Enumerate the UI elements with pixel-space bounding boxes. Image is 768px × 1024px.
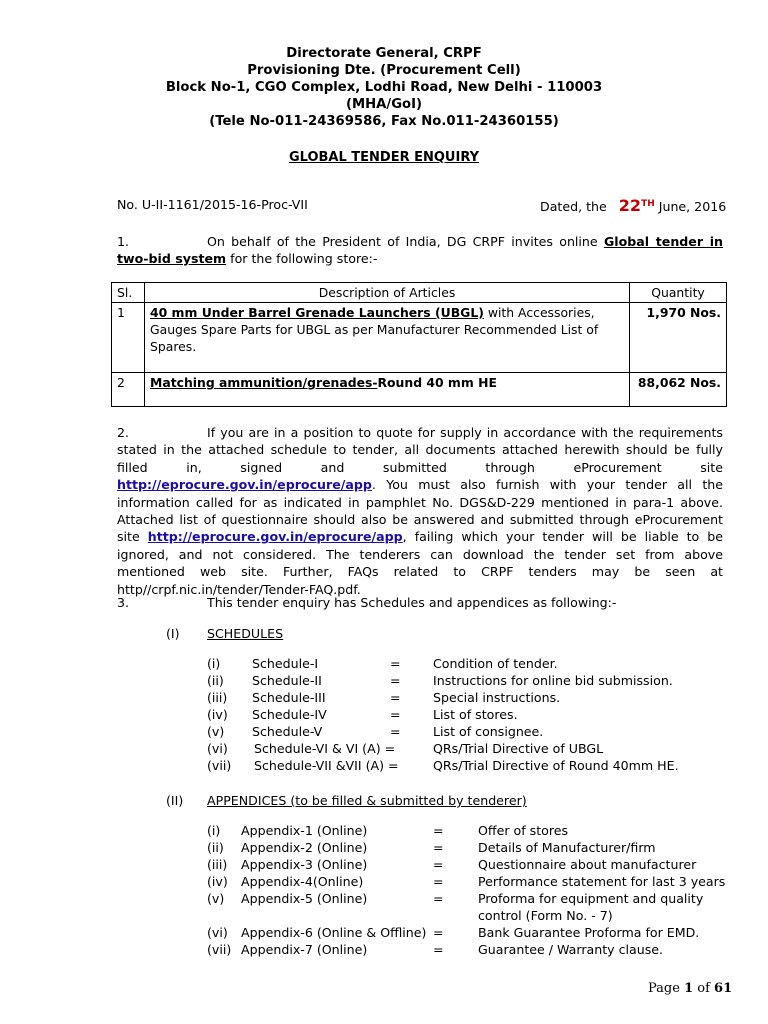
date-line: [540, 196, 726, 215]
item-name: Appendix-6 (Online & Offline): [241, 925, 427, 940]
item-description: Condition of tender.: [433, 656, 558, 671]
appendices-heading: [166, 792, 527, 809]
item-number: (iii): [207, 857, 228, 872]
paragraph-1: [117, 233, 723, 268]
date-suffix: TH: [641, 199, 655, 209]
of-word: of: [697, 981, 710, 996]
item-name: Schedule-V: [252, 724, 323, 739]
date-rest: June, 2016: [658, 199, 727, 215]
item-equals: =: [433, 823, 444, 838]
paragraph-number: 1.: [117, 234, 130, 249]
item-name: Appendix-1 (Online): [241, 823, 368, 838]
item-description: Special instructions.: [433, 690, 561, 705]
date-prefix: Dated, the: [540, 199, 607, 215]
paragraph-3: [117, 594, 723, 611]
item-name: Schedule-II: [252, 673, 322, 688]
paragraph-number: 3.: [117, 595, 130, 610]
item-name: Schedule-VI & VI (A) =: [254, 741, 396, 756]
page-total: 61: [714, 981, 733, 996]
paragraph-number: 2.: [117, 425, 130, 440]
row-description-bold: Matching ammunition/grenades-: [150, 375, 378, 390]
schedules-heading: [166, 625, 283, 642]
header-line-2: Provisioning Dte. (Procurement Cell): [247, 63, 521, 78]
stores-table: [111, 282, 727, 407]
item-name: Appendix-7 (Online): [241, 942, 368, 957]
item-name: Appendix-3 (Online): [241, 857, 368, 872]
item-equals: =: [390, 690, 401, 705]
item-description: Guarantee / Warranty clause.: [478, 942, 664, 957]
letterhead: [0, 45, 768, 130]
paragraph-1-emphasis: Global tender in two-bid system: [117, 234, 723, 267]
schedules-title: SCHEDULES: [207, 626, 284, 641]
appendices-roman: (II): [166, 793, 184, 808]
table-row: [112, 303, 727, 373]
item-description: QRs/Trial Directive of UBGL: [433, 741, 604, 756]
item-number: (iv): [207, 874, 228, 889]
item-equals: =: [390, 724, 401, 739]
item-description: Proforma for equipment and quality: [478, 891, 704, 906]
item-name: Appendix-5 (Online): [241, 891, 368, 906]
header-line-3: Block No-1, CGO Complex, Lodhi Road, New Delhi - 110003: [165, 80, 603, 95]
paragraph-1-text-c: for the following store:-: [226, 251, 378, 267]
row-quantity: 88,062 Nos.: [630, 373, 727, 407]
item-description: List of stores.: [433, 707, 518, 722]
item-name: Schedule-I: [252, 656, 319, 671]
header-line-5: (Tele No-011-24369586, Fax No.011-24360155): [209, 114, 559, 129]
header-line-4: (MHA/GoI): [345, 97, 423, 112]
page-word: Page: [648, 981, 680, 996]
item-description: Details of Manufacturer/firm: [478, 840, 656, 855]
table-header-row: [112, 283, 727, 303]
date-day: 22: [618, 196, 642, 216]
item-equals: =: [390, 656, 401, 671]
column-header-quantity: Quantity: [630, 283, 727, 303]
item-description: Questionnaire about manufacturer: [478, 857, 697, 872]
row-description: [145, 373, 630, 407]
item-number: (i): [207, 823, 221, 838]
item-description-continued: control (Form No. - 7): [478, 908, 613, 923]
paragraph-2-text-1: If you are in a position to quote for supply in accordance with the requirements stated in the attached schedule to tender, all documents attached herewith should be fully filled in, signed and submitted through eProcurement site: [117, 425, 723, 475]
appendices-title: APPENDICES (to be filled & submitted by tenderer): [207, 793, 527, 808]
item-description: Offer of stores: [478, 823, 569, 838]
item-equals: =: [390, 707, 401, 722]
paragraph-2-text-2: . You must also furnish with your tender all the information called for as indicated in pamphlet No. DGS&D-229 mentioned in para-1 above. Attached list of questionnaire should also be answered and submitted through eProcurement site: [117, 477, 723, 545]
column-header-description: Description of Articles: [145, 283, 630, 303]
item-name: Appendix-4(Online): [241, 874, 364, 889]
item-name: Schedule-IV: [252, 707, 327, 722]
page-number: 1: [684, 981, 694, 996]
item-number: (vii): [207, 758, 232, 773]
item-number: (v): [207, 891, 225, 906]
item-number: (v): [207, 724, 225, 739]
item-equals: =: [433, 857, 444, 872]
reference-number: No. U-II-1161/2015-16-Proc-VII: [117, 197, 308, 212]
table-row: [112, 373, 727, 407]
row-sl: 2: [112, 373, 145, 407]
item-number: (iii): [207, 690, 228, 705]
paragraph-1-text-a: On behalf of the President of India, DG CRPF invites online: [207, 234, 604, 249]
row-description-rest: with Accessories, Gauges Spare Parts for UBGL as per Manufacturer Recommended List of Spares.: [150, 305, 599, 354]
row-sl: 1: [112, 303, 145, 373]
row-description-rest: Round 40 mm HE: [377, 375, 497, 390]
paragraph-2: [117, 424, 723, 598]
eprocure-link[interactable]: http://eprocure.gov.in/eprocure/app: [117, 477, 372, 493]
item-description: QRs/Trial Directive of Round 40mm HE.: [433, 758, 679, 773]
item-number: (vi): [207, 741, 228, 756]
header-line-1: Directorate General, CRPF: [286, 46, 482, 61]
item-description: Instructions for online bid submission.: [433, 673, 673, 688]
eprocure-link[interactable]: http://eprocure.gov.in/eprocure/app: [147, 529, 403, 545]
schedules-roman: (I): [166, 626, 180, 641]
item-equals: =: [433, 942, 444, 957]
row-description-bold: 40 mm Under Barrel Grenade Launchers (UBGL): [150, 305, 484, 320]
item-number: (ii): [207, 673, 224, 688]
paragraph-2-text-3: , failing which your tender will be liable to be ignored, and not considered. The tenderers can download the tender set from above mentioned web site. Further, FAQs related to CRPF tenders may be seen at http//crpf.nic.in/tender/Tender-FAQ.pdf.: [117, 529, 723, 597]
item-number: (vi): [207, 925, 228, 940]
item-name: Schedule-VII &VII (A) =: [254, 758, 399, 773]
item-description: Bank Guarantee Proforma for EMD.: [478, 925, 700, 940]
item-number: (iv): [207, 707, 228, 722]
item-name: Schedule-III: [252, 690, 326, 705]
item-name: Appendix-2 (Online): [241, 840, 368, 855]
item-description: Performance statement for last 3 years: [478, 874, 726, 889]
item-equals: =: [433, 925, 444, 940]
column-header-sl: Sl.: [112, 283, 145, 303]
item-equals: =: [390, 673, 401, 688]
item-number: (ii): [207, 840, 224, 855]
item-number: (vii): [207, 942, 232, 957]
item-number: (i): [207, 656, 221, 671]
item-equals: =: [433, 891, 444, 906]
row-quantity: 1,970 Nos.: [630, 303, 727, 373]
row-description: [145, 303, 630, 373]
item-equals: =: [433, 840, 444, 855]
document-title: GLOBAL TENDER ENQUIRY: [288, 150, 480, 165]
item-description: List of consignee.: [433, 724, 544, 739]
item-equals: =: [433, 874, 444, 889]
page-footer: [648, 981, 732, 996]
paragraph-3-text: This tender enquiry has Schedules and appendices as following:-: [207, 595, 617, 610]
